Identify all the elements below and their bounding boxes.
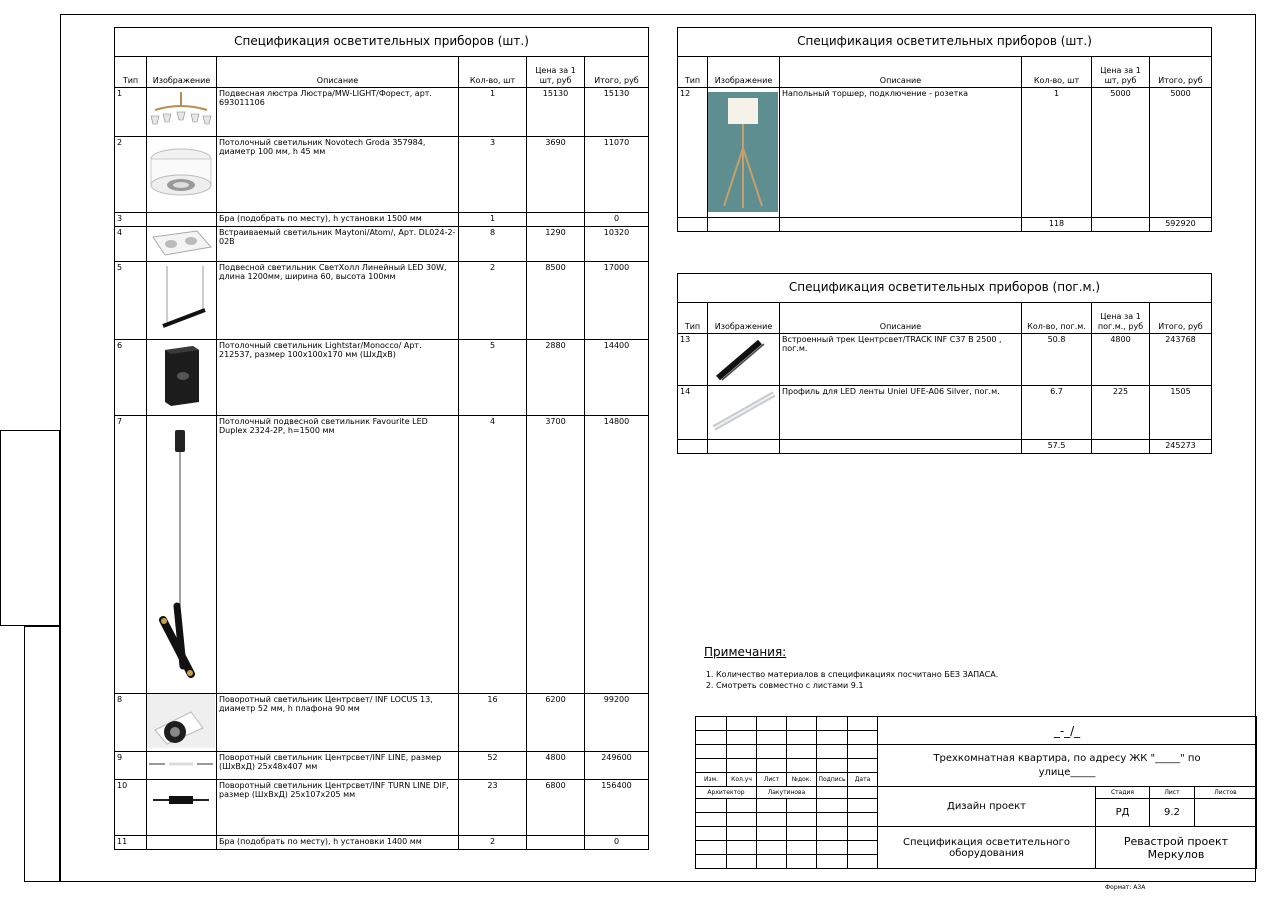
line-light-image (147, 752, 217, 780)
qty-cell: 23 (459, 780, 527, 836)
track-image (708, 334, 780, 386)
price-cell: 4800 (527, 752, 585, 780)
col-header: Изображение (147, 57, 217, 88)
empty-cell (1092, 440, 1150, 454)
type-cell: 4 (115, 227, 147, 262)
type-cell: 3 (115, 213, 147, 227)
col-header: Описание (780, 57, 1022, 88)
total-cell: 0 (585, 213, 649, 227)
description-cell: Потолочный светильник Novotech Groda 357984, диаметр 100 мм, h 45 мм (217, 137, 459, 213)
summary-row (678, 440, 1212, 454)
col-header: Описание (780, 303, 1022, 334)
type-cell: 6 (115, 340, 147, 416)
empty-cell (780, 440, 1022, 454)
col-header: Итого, руб (1150, 303, 1212, 334)
table-row (115, 836, 649, 850)
table-title: Спецификация осветительных приборов (шт.) (114, 27, 649, 56)
sheet-label: Лист (1150, 787, 1195, 799)
total-cell: 14800 (585, 416, 649, 694)
empty-cell (708, 440, 780, 454)
notes-block (704, 645, 998, 691)
col-header: Кол-во, пог.м. (1022, 303, 1092, 334)
table-row (115, 780, 649, 836)
binding-strip (0, 430, 60, 626)
description-cell: Напольный торшер, подключение - розетка (780, 88, 1022, 218)
total-cell: 243768 (1150, 334, 1212, 386)
recessed-light-image (147, 227, 217, 262)
empty-cell (1092, 218, 1150, 232)
empty-cell (678, 440, 708, 454)
qty-cell: 2 (459, 836, 527, 850)
qty-cell: 5 (459, 340, 527, 416)
stage-value: РД (1096, 799, 1150, 827)
col-header: Изображение (708, 57, 780, 88)
type-cell: 2 (115, 137, 147, 213)
type-cell: 14 (678, 386, 708, 440)
description-cell: Встроенный трек Центрсвет/TRACK INF C37 B 2500 , пог.м. (780, 334, 1022, 386)
type-cell: 9 (115, 752, 147, 780)
total-cell: 0 (585, 836, 649, 850)
table-row (115, 752, 649, 780)
description-cell: Поворотный светильник Центрсвет/INF TURN LINE DIF, размер (ШхВхД) 25х107х205 мм (217, 780, 459, 836)
total-cell: 15130 (585, 88, 649, 137)
note-item: 2. Смотреть совместно с листами 9.1 (716, 680, 998, 691)
col-label: Дата (848, 773, 878, 787)
qty-cell: 52 (459, 752, 527, 780)
type-cell: 8 (115, 694, 147, 752)
price-cell (527, 836, 585, 850)
col-header: Описание (217, 57, 459, 88)
total-cell: 1505 (1150, 386, 1212, 440)
col-label: Кол.уч (727, 773, 757, 787)
col-header: Итого, руб (1150, 57, 1212, 88)
sheet-format: Формат: А3А (1105, 884, 1146, 891)
empty-cell (708, 218, 780, 232)
summary-row (678, 218, 1212, 232)
price-cell: 6200 (527, 694, 585, 752)
role-cell: Архитектор (696, 787, 757, 799)
qty-cell: 6.7 (1022, 386, 1092, 440)
table-title: Спецификация осветительных приборов (пог.м.) (677, 273, 1212, 302)
table-row (115, 340, 649, 416)
qty-cell: 8 (459, 227, 527, 262)
description-cell: Подвесной светильник СветХолл Линейный LED 30W, длина 1200мм, ширина 60, высота 100мм (217, 262, 459, 340)
col-label: Лист (757, 773, 787, 787)
price-cell (527, 213, 585, 227)
table-row (678, 334, 1212, 386)
notes-title: Примечания: (704, 645, 787, 659)
price-cell: 225 (1092, 386, 1150, 440)
description-cell: Подвесная люстра Люстра/MW-LIGHT/Форест, арт. 693011106 (217, 88, 459, 137)
total-cell: 10320 (585, 227, 649, 262)
sheets-label: Листов (1195, 787, 1257, 799)
qty-cell: 50.8 (1022, 334, 1092, 386)
qty-cell: 2 (459, 262, 527, 340)
description-cell: Поворотный светильник Центрсвет/ INF LOCUS 13, диаметр 52 мм, h плафона 90 мм (217, 694, 459, 752)
col-header: Кол-во, шт (459, 57, 527, 88)
type-cell: 11 (115, 836, 147, 850)
qty-cell: 16 (459, 694, 527, 752)
spec-table-running-meters (677, 273, 1212, 454)
spec-table-pieces (114, 27, 649, 850)
chandelier-image (147, 88, 217, 137)
price-cell: 3700 (527, 416, 585, 694)
title-block (695, 716, 1257, 869)
spot-light-image (147, 694, 217, 752)
price-cell: 15130 (527, 88, 585, 137)
col-header: Тип (678, 303, 708, 334)
qty-cell: 3 (459, 137, 527, 213)
price-cell: 1290 (527, 227, 585, 262)
col-header: Итого, руб (585, 57, 649, 88)
sum-total-cell: 245273 (1150, 440, 1212, 454)
price-cell: 4800 (1092, 334, 1150, 386)
price-cell: 5000 (1092, 88, 1150, 218)
description-cell: Поворотный светильник Центрсвет/INF LINE, размер (ШхВхД) 25х48х407 мм (217, 752, 459, 780)
description-cell: Потолочный светильник Lightstar/Monocco/ Арт. 212537, размер 100х100х170 мм (ШхДхВ) (217, 340, 459, 416)
type-cell: 7 (115, 416, 147, 694)
object-name: Трехкомнатная квартира, по адресу ЖК "_____" по улице_____ (878, 745, 1257, 787)
sheets-value (1195, 799, 1257, 827)
type-cell: 1 (115, 88, 147, 137)
col-header: Цена за 1 шт, руб (1092, 57, 1150, 88)
qty-cell: 4 (459, 416, 527, 694)
spec-table-floor-lamp (677, 27, 1212, 232)
qty-cell: 1 (1022, 88, 1092, 218)
total-cell: 99200 (585, 694, 649, 752)
table-row (678, 386, 1212, 440)
table-row (115, 694, 649, 752)
col-header: Тип (678, 57, 708, 88)
qty-cell: 1 (459, 213, 527, 227)
empty-image-cell (147, 213, 217, 227)
total-cell: 17000 (585, 262, 649, 340)
price-cell: 6800 (527, 780, 585, 836)
empty-image-cell (147, 836, 217, 850)
linear-pendant-image (147, 262, 217, 340)
led-profile-image (708, 386, 780, 440)
document-title: Спецификация осветительного оборудования (878, 827, 1096, 869)
total-cell: 11070 (585, 137, 649, 213)
type-cell: 12 (678, 88, 708, 218)
total-cell: 14400 (585, 340, 649, 416)
sum-qty-cell: 118 (1022, 218, 1092, 232)
table-row (115, 416, 649, 694)
description-cell: Бра (подобрать по месту), h установки 1500 мм (217, 213, 459, 227)
sheet-value: 9.2 (1150, 799, 1195, 827)
table-row (115, 137, 649, 213)
col-header: Тип (115, 57, 147, 88)
price-cell: 3690 (527, 137, 585, 213)
table-row (115, 213, 649, 227)
type-cell: 10 (115, 780, 147, 836)
description-cell: Встраиваемый светильник Maytoni/Atom/, Арт. DL024-2-02B (217, 227, 459, 262)
empty-cell (780, 218, 1022, 232)
empty-cell (678, 218, 708, 232)
table-title: Спецификация осветительных приборов (шт.) (677, 27, 1212, 56)
col-label: №док. (787, 773, 817, 787)
organization: Ревастрой проект Меркулов (1096, 827, 1257, 869)
floor-lamp-image (708, 88, 780, 218)
sum-qty-cell: 57.5 (1022, 440, 1092, 454)
col-header: Цена за 1 пог.м., руб (1092, 303, 1150, 334)
col-label: Изм. (696, 773, 727, 787)
col-label: Подпись (817, 773, 848, 787)
type-cell: 13 (678, 334, 708, 386)
total-cell: 5000 (1150, 88, 1212, 218)
type-cell: 5 (115, 262, 147, 340)
cube-light-image (147, 340, 217, 416)
description-cell: Профиль для LED ленты Uniel UFE-A06 Silver, пог.м. (780, 386, 1022, 440)
ceiling-light-image (147, 137, 217, 213)
project-name: Дизайн проект (878, 787, 1096, 827)
turn-line-light-image (147, 780, 217, 836)
description-cell: Бра (подобрать по месту), h установки 1400 мм (217, 836, 459, 850)
table-row (115, 227, 649, 262)
price-cell: 2880 (527, 340, 585, 416)
pendant-duplex-image (147, 416, 217, 694)
description-cell: Потолочный подвесной светильник Favourite LED Duplex 2324-2P, h=1500 мм (217, 416, 459, 694)
table-row (678, 88, 1212, 218)
note-item: 1. Количество материалов в спецификациях посчитано БЕЗ ЗАПАСА. (716, 669, 998, 680)
total-cell: 249600 (585, 752, 649, 780)
col-header: Кол-во, шт (1022, 57, 1092, 88)
table-row (115, 262, 649, 340)
total-cell: 156400 (585, 780, 649, 836)
binding-strip (24, 626, 60, 882)
qty-cell: 1 (459, 88, 527, 137)
col-header: Изображение (708, 303, 780, 334)
drawing-code: _-_/_ (878, 717, 1257, 745)
col-header: Цена за 1 шт, руб (527, 57, 585, 88)
person-cell: Лакутинова (757, 787, 817, 799)
price-cell: 8500 (527, 262, 585, 340)
sum-total-cell: 592920 (1150, 218, 1212, 232)
stage-label: Стадия (1096, 787, 1150, 799)
table-row (115, 88, 649, 137)
